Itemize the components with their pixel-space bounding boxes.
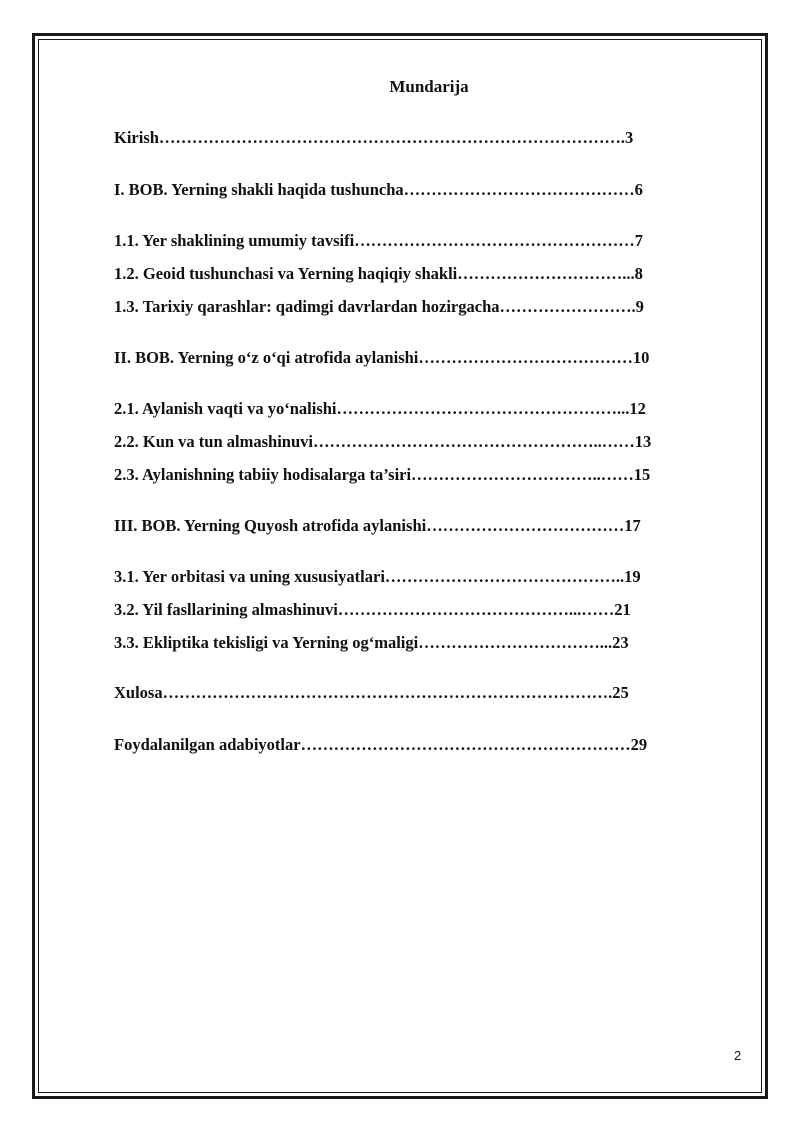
toc-entry-2-1: 2.1. Aylanish vaqti va yo‘nalishi……………………………………………...12 (114, 399, 646, 418)
toc-entry-kirish: Kirish………………………………………………………………………….3 (114, 128, 634, 147)
toc-entry-references: Foydalanilgan adabiyotlar……………………………………………………29 (114, 735, 648, 754)
toc-entry-xulosa: Xulosa……………………………………………………………………….25 (114, 683, 629, 702)
page-number: 2 (734, 1048, 742, 1063)
toc-entry-3-3: 3.3. Ekliptika tekisligi va Yerning og‘maligi……………………………...23 (114, 633, 629, 652)
toc-entry-1-2: 1.2. Geoid tushunchasi va Yerning haqiqiy shakli…………………………...8 (114, 264, 643, 283)
toc-entry-2-2: 2.2. Kun va tun almashinuvi……………………………………………..……13 (114, 432, 652, 451)
toc-entry-3-2: 3.2. Yil fasllarining almashinuvi……………………………………...……21 (114, 600, 631, 619)
toc-title: Mundarija (389, 77, 469, 96)
toc-entry-1-3: 1.3. Tarixiy qarashlar: qadimgi davrlardan hozirgacha…………………….9 (114, 297, 644, 316)
toc-entry-chapter-1: I. BOB. Yerning shakli haqida tushuncha……………………………………6 (114, 180, 643, 199)
toc-entry-2-3: 2.3. Aylanishning tabiiy hodisalarga ta’siri……………………………..……15 (114, 465, 651, 484)
toc-entry-3-1: 3.1. Yer orbitasi va uning xususiyatlari……………………………………..19 (114, 567, 641, 586)
toc-entry-chapter-2: II. BOB. Yerning o‘z o‘qi atrofida aylanishi…………………………………10 (114, 348, 650, 367)
toc-entry-chapter-3: III. BOB. Yerning Quyosh atrofida aylanishi………………………………17 (114, 516, 641, 535)
toc-entry-1-1: 1.1. Yer shaklining umumiy tavsifi……………………………………………7 (114, 231, 643, 250)
